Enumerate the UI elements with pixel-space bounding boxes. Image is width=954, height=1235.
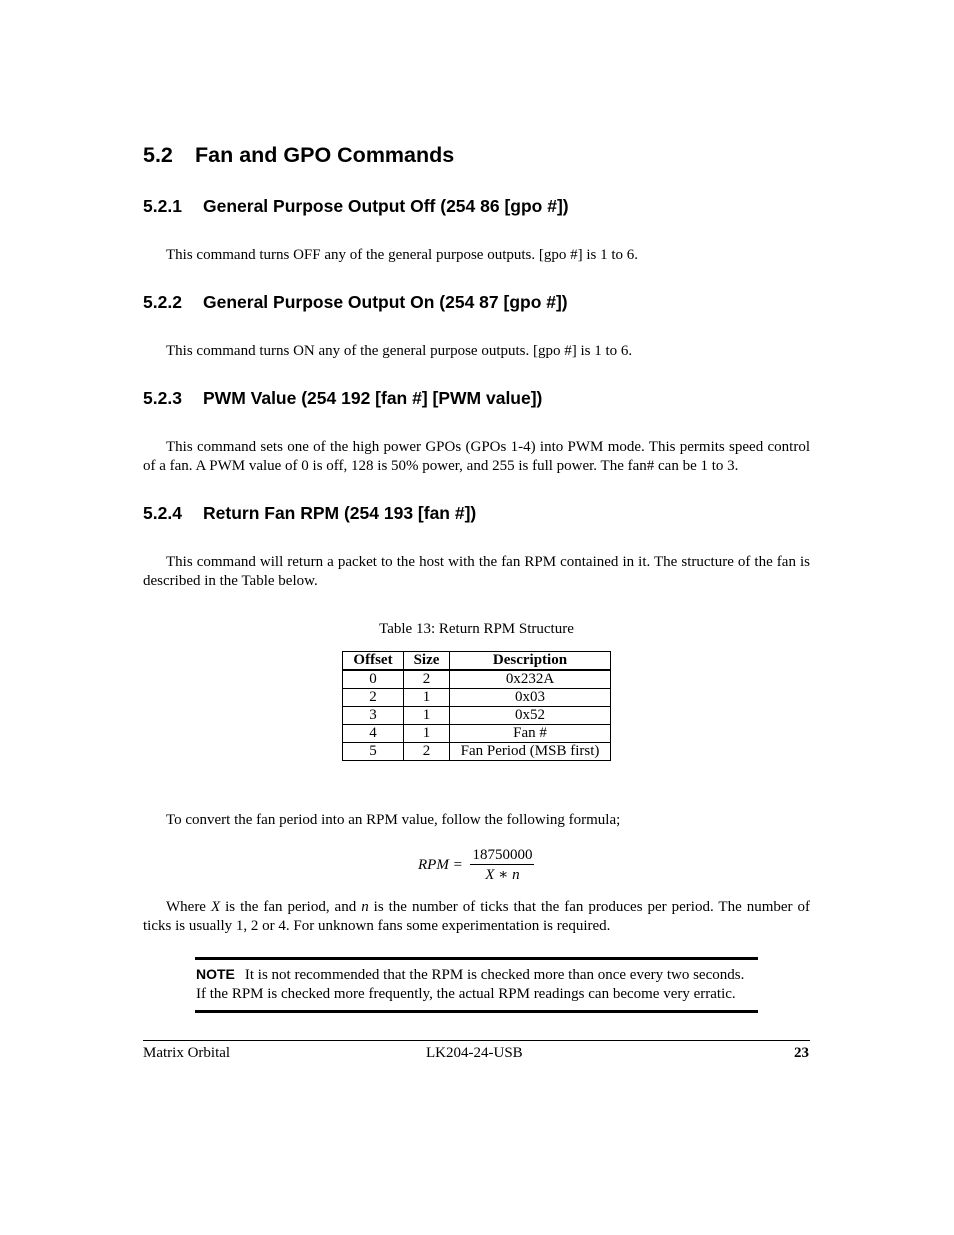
column-header: Offset bbox=[343, 652, 404, 671]
subsection-heading bbox=[143, 503, 476, 524]
paragraph: This command will return a packet to the host with the fan RPM contained in it. The structure of the fan is described in the Table below. bbox=[143, 554, 810, 589]
page-number: 23 bbox=[794, 1045, 809, 1061]
footer-left: Matrix Orbital bbox=[143, 1045, 231, 1061]
table-row bbox=[343, 707, 611, 725]
footer-rule bbox=[143, 1040, 810, 1041]
text-run: Where bbox=[166, 899, 211, 915]
note-top-rule bbox=[195, 957, 758, 960]
note-box bbox=[196, 965, 758, 1004]
paragraph: This command turns ON any of the general purpose outputs. [gpo #] is 1 to 6. bbox=[166, 343, 633, 359]
table-cell: Fan # bbox=[450, 725, 611, 743]
note-label: NOTE bbox=[196, 966, 235, 982]
column-header: Size bbox=[404, 652, 450, 671]
table-header-row bbox=[343, 652, 611, 671]
note-text: It is not recommended that the RPM is checked more than once every two seconds. If the RPM is checked more frequently, the actual RPM readings can become very erratic. bbox=[196, 967, 745, 1002]
table-row bbox=[343, 689, 611, 707]
table-cell: 0x52 bbox=[450, 707, 611, 725]
table-cell: 1 bbox=[404, 725, 450, 743]
footer-center: LK204-24-USB bbox=[426, 1045, 523, 1061]
subsection-number: 5.2.2 bbox=[143, 292, 182, 312]
subsection-number: 5.2.4 bbox=[143, 503, 182, 523]
table-cell: 2 bbox=[404, 670, 450, 689]
subsection-number: 5.2.3 bbox=[143, 388, 182, 408]
text-run: is the number of ticks that the fan produces per period. The number of ticks is usually 1, 2 or 4. For unknown fans some experimentation is required. bbox=[143, 899, 811, 934]
table-caption: Table 13: Return RPM Structure bbox=[379, 621, 574, 637]
table-cell: 0x232A bbox=[450, 670, 611, 689]
subsection-heading bbox=[143, 196, 569, 217]
subsection-number: 5.2.1 bbox=[143, 196, 182, 216]
text-run: is the fan period, and bbox=[220, 899, 362, 915]
paragraph bbox=[143, 898, 810, 936]
table-cell: 0x03 bbox=[450, 689, 611, 707]
table-cell: 4 bbox=[343, 725, 404, 743]
section-heading bbox=[143, 143, 454, 168]
paragraph: This command sets one of the high power GPOs (GPOs 1-4) into PWM mode. This permits speed control of a fan. A PWM value of 0 is off, 128 is 50% power, and 255 is full power. The fan# can be 1 to 3. bbox=[143, 439, 810, 474]
section-number: 5.2 bbox=[143, 143, 173, 167]
table-row bbox=[343, 670, 611, 689]
variable-n: n bbox=[361, 899, 369, 915]
formula-fraction bbox=[470, 846, 534, 885]
subsection-title: PWM Value (254 192 [fan #] [PWM value]) bbox=[203, 388, 543, 408]
column-header: Description bbox=[450, 652, 611, 671]
section-title: Fan and GPO Commands bbox=[195, 143, 455, 167]
table-cell: 5 bbox=[343, 743, 404, 761]
formula-denominator: X ∗ n bbox=[485, 867, 520, 883]
variable-x: X bbox=[210, 899, 221, 915]
note-bottom-rule bbox=[195, 1010, 758, 1013]
subsection-heading bbox=[143, 292, 568, 313]
table-cell: 3 bbox=[343, 707, 404, 725]
subsection-heading bbox=[143, 388, 542, 409]
paragraph: This command turns OFF any of the general purpose outputs. [gpo #] is 1 to 6. bbox=[166, 247, 639, 263]
table-cell: Fan Period (MSB first) bbox=[450, 743, 611, 761]
paragraph: To convert the fan period into an RPM value, follow the following formula; bbox=[166, 812, 621, 828]
subsection-title: Return Fan RPM (254 193 [fan #]) bbox=[203, 503, 477, 523]
table-cell: 1 bbox=[404, 689, 450, 707]
table-row bbox=[343, 743, 611, 761]
formula-lhs: RPM = bbox=[418, 857, 463, 873]
table-cell: 2 bbox=[404, 743, 450, 761]
table-cell: 1 bbox=[404, 707, 450, 725]
table-row bbox=[343, 725, 611, 743]
rpm-structure-table bbox=[342, 651, 611, 761]
table-cell: 0 bbox=[343, 670, 404, 689]
table-cell: 2 bbox=[343, 689, 404, 707]
subsection-title: General Purpose Output On (254 87 [gpo #]) bbox=[203, 292, 568, 312]
rpm-formula bbox=[418, 846, 534, 885]
formula-numerator: 18750000 bbox=[472, 847, 533, 863]
subsection-title: General Purpose Output Off (254 86 [gpo #]) bbox=[203, 196, 569, 216]
